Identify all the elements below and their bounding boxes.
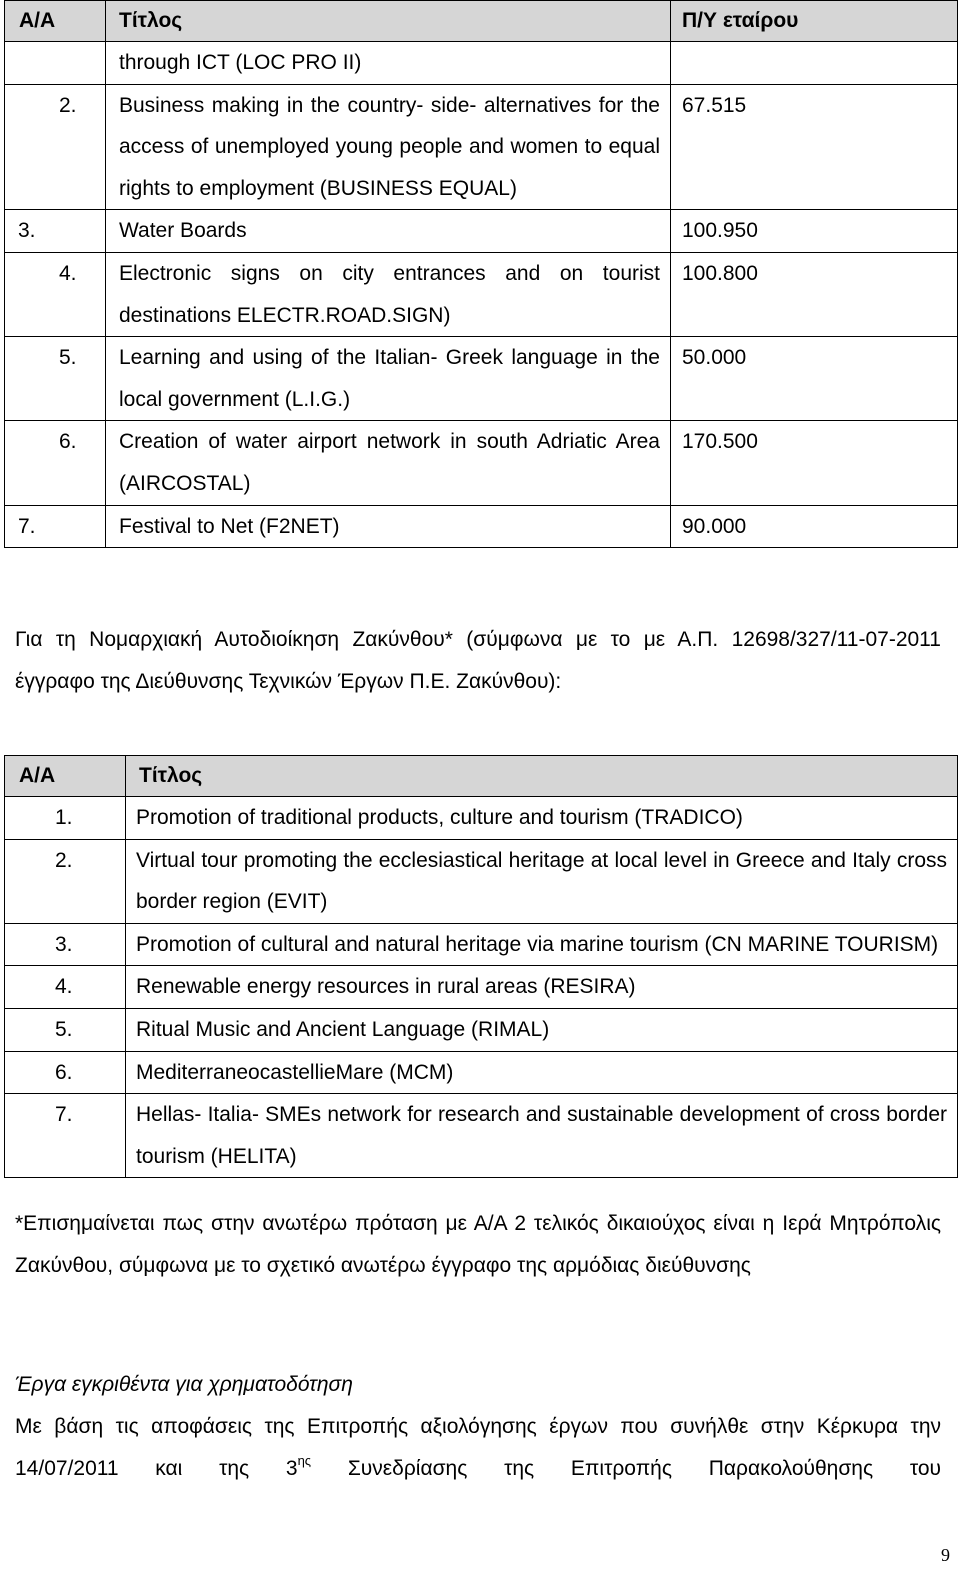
table-row [5, 966, 958, 1009]
row-amount: 100.950 [671, 210, 958, 253]
table-row [5, 42, 958, 85]
row-number: 7. [5, 1094, 126, 1178]
header-title: Τίτλος [126, 756, 958, 797]
row-title: Electronic signs on city entrances and on tourist destinations ELECTR.ROAD.SIGN) [106, 252, 671, 336]
page-number: 9 [941, 1545, 950, 1565]
row-number: 1. [5, 797, 126, 840]
row-title: Hellas- Italia- SMEs network for research and sustainable development of cross border tourism (HELITA) [126, 1094, 958, 1178]
zakynthos-intro-paragraph: Για τη Νομαρχιακή Αυτοδιοίκηση Ζακύνθου* (σύμφωνα με το με Α.Π. 12698/327/11-07-2011 έγγραφο της Διεύθυνσης Τεχνικών Έργων Π.Ε. Ζακύνθου): [15, 628, 941, 693]
row-title: MediterraneocastellieMare (MCM) [126, 1051, 958, 1094]
row-number: 6. [5, 421, 106, 505]
partner-budget-table [4, 0, 958, 548]
table-row [5, 797, 958, 840]
row-title: Water Boards [106, 210, 671, 253]
table-row [5, 505, 958, 548]
row-title: through ICT (LOC PRO II) [106, 42, 671, 85]
ordinal-suffix: ης [297, 1452, 312, 1468]
row-title: Renewable energy resources in rural areas (RESIRA) [126, 966, 958, 1009]
table-row [5, 252, 958, 336]
table-header-row [5, 756, 958, 797]
row-title: Business making in the country- side- alternatives for the access of unemployed young people and women to equal rights to employment (BUSINESS EQUAL) [106, 84, 671, 210]
zakynthos-projects-table [4, 755, 958, 1178]
row-number [5, 42, 106, 85]
table-row [5, 1051, 958, 1094]
row-amount: 100.800 [671, 252, 958, 336]
row-title: Festival to Net (F2NET) [106, 505, 671, 548]
row-number: 3. [5, 210, 106, 253]
row-number: 5. [5, 337, 106, 421]
row-number: 6. [5, 1051, 126, 1094]
row-number: 3. [5, 923, 126, 966]
row-amount: 170.500 [671, 421, 958, 505]
header-number: Α/Α [5, 1, 106, 42]
row-title: Virtual tour promoting the ecclesiastical heritage at local level in Greece and Italy cross border region (EVIT) [126, 839, 958, 923]
footnote-paragraph: *Επισημαίνεται πως στην ανωτέρω πρόταση με Α/Α 2 τελικός δικαιούχος είναι η Ιερά Μητρόπολις Ζακύνθου, σύμφωνα με το σχετικό ανωτέρω έγγραφο της αρμόδιας διεύθυνσης [15, 1212, 941, 1277]
header-title: Τίτλος [106, 1, 671, 42]
row-title: Learning and using of the Italian- Greek language in the local government (L.I.G.) [106, 337, 671, 421]
row-amount: 67.515 [671, 84, 958, 210]
table-row [5, 210, 958, 253]
row-number: 7. [5, 505, 106, 548]
row-amount: 90.000 [671, 505, 958, 548]
closing-text-start: Με βάση τις αποφάσεις της Επιτροπής αξιολόγησης έργων που συνήλθε στην Κέρκυρα την 14/07/2011 και της 3 [15, 1415, 941, 1480]
header-partner-budget: Π/Υ εταίρου [671, 1, 958, 42]
table-row [5, 84, 958, 210]
row-title: Ritual Music and Ancient Language (RIMAL) [126, 1008, 958, 1051]
row-number: 4. [5, 252, 106, 336]
row-amount [671, 42, 958, 85]
row-title: Creation of water airport network in south Adriatic Area (AIRCOSTAL) [106, 421, 671, 505]
row-amount: 50.000 [671, 337, 958, 421]
table-row [5, 1094, 958, 1178]
table-row [5, 839, 958, 923]
table-row [5, 1008, 958, 1051]
row-number: 2. [5, 84, 106, 210]
table-header-row [5, 1, 958, 42]
section-heading: Έργα εγκριθέντα για χρηματοδότηση [15, 1373, 353, 1396]
row-number: 2. [5, 839, 126, 923]
row-title: Promotion of cultural and natural heritage via marine tourism (CN MARINE TOURISM) [126, 923, 958, 966]
table-row [5, 923, 958, 966]
closing-paragraph [15, 1406, 941, 1489]
row-title: Promotion of traditional products, culture and tourism (TRADICO) [126, 797, 958, 840]
row-number: 5. [5, 1008, 126, 1051]
table-row [5, 421, 958, 505]
table-row [5, 337, 958, 421]
header-number: Α/Α [5, 756, 126, 797]
row-number: 4. [5, 966, 126, 1009]
closing-text-end: Συνεδρίασης της Επιτροπής Παρακολούθησης του [311, 1456, 941, 1480]
